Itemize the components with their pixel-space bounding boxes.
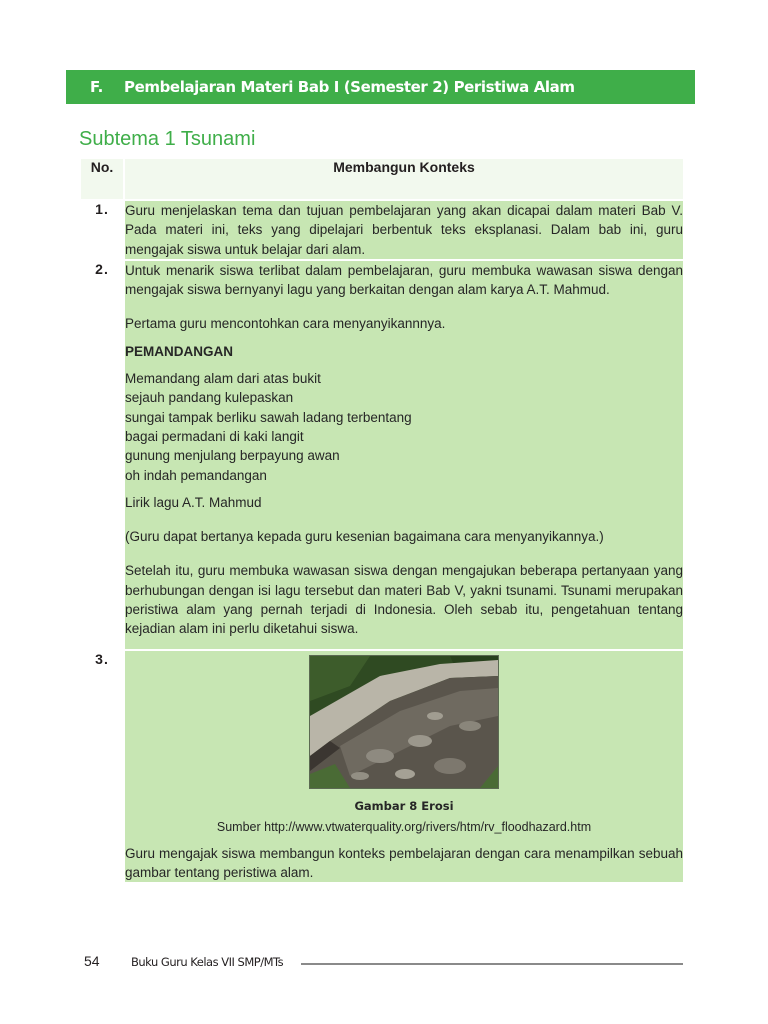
row2-closing: Setelah itu, guru membuka wawasan siswa dengan mengajukan beberapa pertanyaan yang berhubungan dengan isi lagu tersebut dan materi Bab V, yakni tsunami. Tsunami merupakan peristiwa alam yang pernah terjadi di Indonesia. Oleh sebab itu, pengetahuan tentang kejadian alam ini perlu diketahui siswa. — [125, 563, 683, 637]
figure-caption: Gambar 8 Erosi — [354, 798, 454, 813]
lyric-line: oh indah pemandangan — [125, 467, 267, 483]
row-number: 3. — [81, 651, 123, 882]
table-row — [81, 651, 683, 882]
table-row — [81, 261, 683, 649]
song-credit: Lirik lagu A.T. Mahmud — [125, 494, 262, 510]
section-title: Pembelajaran Materi Bab I (Semester 2) Peristiwa Alam — [124, 78, 575, 96]
header-no: No. — [81, 159, 123, 199]
lyric-line: gunung menjulang berpayung awan — [125, 448, 340, 464]
row1-text: Guru menjelaskan tema dan tujuan pembelajaran yang akan dicapai dalam materi Bab V. Pada materi ini, teks yang dipelajari berbentuk teks eksplanasi. Dalam bab ini, guru mengajak siswa untuk belajar dari alam. — [125, 203, 683, 257]
footer-divider — [301, 963, 683, 965]
row-number: 2. — [81, 261, 123, 649]
figure-source: Sumber http://www.vtwaterquality.org/rivers/htm/rv_floodhazard.htm — [216, 820, 592, 835]
row-content — [125, 201, 683, 259]
row3-text: Guru mengajak siswa membangun konteks pembelajaran dengan cara menampilkan sebuah gambar tentang peristiwa alam. — [125, 845, 683, 880]
row2-intro: Untuk menarik siswa terlibat dalam pembelajaran, guru membuka wawasan siswa dengan mengajak siswa bernyanyi lagu yang berkaitan dengan alam karya A.T. Mahmud. — [125, 262, 683, 298]
lyric-line: sungai tampak berliku sawah ladang terbentang — [125, 409, 412, 425]
lyric-line: bagai permadani di kaki langit — [125, 428, 304, 444]
table-row — [81, 201, 683, 259]
section-letter: F. — [90, 78, 103, 96]
row2-first: Pertama guru mencontohkan cara menyanyikannnya. — [125, 316, 446, 332]
header-content: Membangun Konteks — [125, 159, 683, 199]
song-title: PEMANDANGAN — [125, 343, 233, 359]
lyric-line: sejauh pandang kulepaskan — [125, 390, 294, 406]
row2-note: (Guru dapat bertanya kepada guru kesenian bagaimana cara menyanyikannya.) — [125, 529, 604, 545]
context-table — [79, 157, 685, 884]
row-content — [125, 261, 683, 649]
section-header — [66, 70, 695, 104]
row-number: 1. — [81, 201, 123, 259]
song-lyrics — [125, 369, 683, 485]
row-content — [125, 651, 683, 882]
lyric-line: Memandang alam dari atas bukit — [125, 371, 321, 387]
subtema-title: Subtema 1 Tsunami — [79, 128, 256, 150]
erosion-photo — [309, 655, 499, 789]
table-header-row — [81, 159, 683, 199]
page-number: 54 — [84, 953, 100, 969]
book-title: Buku Guru Kelas VII SMP/MTs — [131, 955, 284, 969]
